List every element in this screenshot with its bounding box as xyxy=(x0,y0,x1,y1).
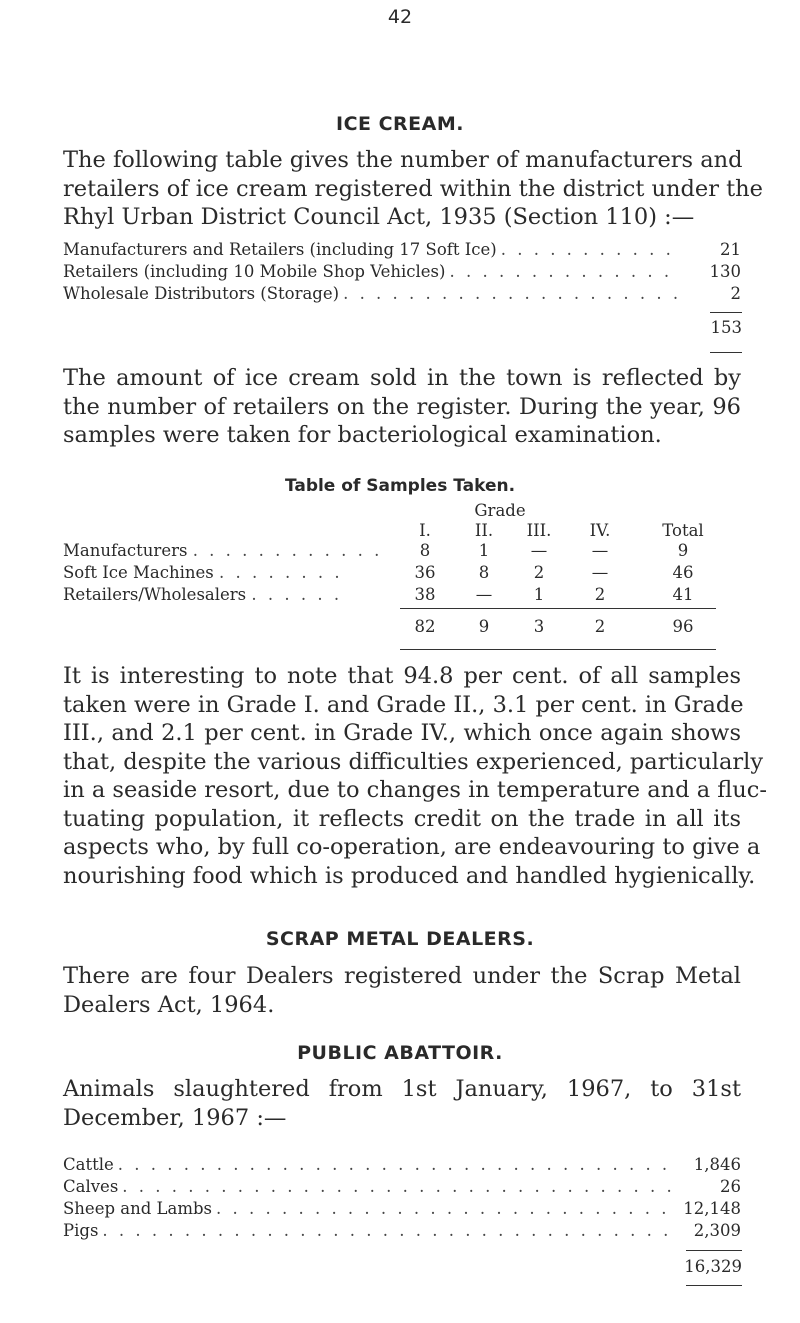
row-label: Soft Ice Machines xyxy=(63,563,214,582)
text-line: tuating population, it reflects credit on the trade in all its xyxy=(63,805,741,832)
leader-dots xyxy=(343,284,677,303)
registration-total: 153 xyxy=(710,318,742,337)
animal-label: Calves xyxy=(63,1177,119,1196)
text-line: III., and 2.1 per cent. in Grade IV., which once again shows xyxy=(63,720,741,746)
table-cell: — xyxy=(475,585,493,604)
animal-label: Sheep and Lambs xyxy=(63,1199,213,1218)
text-line: December, 1967 :— xyxy=(63,1104,287,1131)
leader-dots xyxy=(122,1177,677,1196)
leader-dots: . . . . . . . . xyxy=(218,563,343,582)
animal-count: 2,309 xyxy=(693,1221,741,1240)
registration-value: 21 xyxy=(720,240,741,259)
column-header: I. xyxy=(419,521,431,540)
text-line: nourishing food which is produced and handled hygienically. xyxy=(63,862,756,889)
table-cell: 41 xyxy=(672,585,694,604)
table-cell: 38 xyxy=(414,585,436,604)
registration-rule xyxy=(710,312,742,313)
text-line: Animals slaughtered from 1st January, 1967, to 31st xyxy=(63,1076,741,1102)
registration-label: Wholesale Distributors (Storage) xyxy=(63,284,340,303)
scrap-metal-heading: SCRAP METAL DEALERS. xyxy=(265,928,535,950)
table-cell: — xyxy=(591,563,609,582)
text-line: aspects who, by full co-operation, are endeavouring to give a xyxy=(63,834,761,860)
text-line: Dealers Act, 1964. xyxy=(63,991,275,1018)
row-label: Manufacturers xyxy=(63,541,188,560)
text-line: the number of retailers on the register. During the year, 96 xyxy=(63,393,741,420)
abattoir-heading: PUBLIC ABATTOIR. xyxy=(297,1042,503,1064)
ice-cream-intro xyxy=(63,146,763,232)
text-line: The amount of ice cream sold in the town is reflected by xyxy=(63,365,741,391)
registration-value: 130 xyxy=(709,262,741,281)
leader-dots xyxy=(216,1199,677,1218)
text-line: in a seaside resort, due to changes in temperature and a fluc- xyxy=(63,777,767,803)
table-total-cell: 3 xyxy=(533,617,545,636)
table-cell: — xyxy=(591,541,609,560)
row-label: Retailers/Wholesalers xyxy=(63,585,247,604)
abattoir-row xyxy=(63,1199,741,1221)
registration-row xyxy=(63,284,741,306)
registration-row xyxy=(63,240,741,262)
animal-count: 26 xyxy=(720,1177,741,1196)
abattoir-row xyxy=(63,1221,741,1243)
grade-header: Grade xyxy=(474,501,526,520)
abattoir-row xyxy=(63,1177,741,1199)
table-rule xyxy=(400,649,716,650)
scrap-metal-text xyxy=(63,962,741,1019)
column-header: III. xyxy=(526,521,552,540)
registration-row xyxy=(63,262,741,284)
table-cell: 8 xyxy=(419,541,431,560)
text-line: that, despite the various difficulties experienced, particularly xyxy=(63,748,764,775)
column-header: II. xyxy=(474,521,494,540)
abattoir-row xyxy=(63,1155,741,1177)
text-line: The following table gives the number of manufacturers and xyxy=(63,147,743,173)
table-cell: 2 xyxy=(594,585,606,604)
table-total-cell: 9 xyxy=(478,617,490,636)
abattoir-rule xyxy=(686,1285,742,1286)
leader-dots: . . . . . . . . . . . . xyxy=(192,541,383,560)
leader-dots: . . . . . . xyxy=(251,585,343,604)
abattoir-text xyxy=(63,1075,741,1132)
text-line: It is interesting to note that 94.8 per cent. of all samples xyxy=(63,663,741,689)
ice-cream-sales-text xyxy=(63,364,741,450)
ice-cream-analysis-text xyxy=(63,662,767,890)
text-line: Rhyl Urban District Council Act, 1935 (Section 110) :— xyxy=(63,204,695,230)
table-total-cell: 96 xyxy=(672,617,694,636)
table-cell: — xyxy=(530,541,548,560)
animal-label: Cattle xyxy=(63,1155,114,1174)
leader-dots xyxy=(449,262,677,281)
table-cell: 8 xyxy=(478,563,490,582)
leader-dots xyxy=(501,240,677,259)
leader-dots xyxy=(118,1155,677,1174)
text-line: retailers of ice cream registered within the district under the xyxy=(63,175,763,202)
column-header: IV. xyxy=(589,521,611,540)
table-cell: 2 xyxy=(533,563,545,582)
abattoir-rule xyxy=(686,1250,742,1251)
table-total-cell: 2 xyxy=(594,617,606,636)
table-cell: 1 xyxy=(533,585,545,604)
animal-label: Pigs xyxy=(63,1221,99,1240)
table-total-cell: 82 xyxy=(414,617,436,636)
ice-cream-heading: ICE CREAM. xyxy=(336,113,464,135)
animal-count: 1,846 xyxy=(693,1155,741,1174)
column-header: Total xyxy=(662,521,704,540)
animal-count: 12,148 xyxy=(683,1199,741,1218)
registration-label: Manufacturers and Retailers (including 17 Soft Ice) xyxy=(63,240,497,259)
table-cell: 36 xyxy=(414,563,436,582)
leader-dots xyxy=(102,1221,677,1240)
registration-label: Retailers (including 10 Mobile Shop Vehicles) xyxy=(63,262,446,281)
registration-rule xyxy=(710,352,742,353)
registration-value: 2 xyxy=(730,284,741,303)
table-cell: 9 xyxy=(677,541,689,560)
text-line: There are four Dealers registered under the Scrap Metal xyxy=(63,963,741,989)
text-line: samples were taken for bacteriological examination. xyxy=(63,422,662,448)
page-number: 42 xyxy=(387,6,413,28)
abattoir-total: 16,329 xyxy=(684,1257,742,1276)
table-rule xyxy=(400,608,716,609)
table-cell: 46 xyxy=(672,563,694,582)
text-line: taken were in Grade I. and Grade II., 3.1 per cent. in Grade xyxy=(63,691,744,718)
table-cell: 1 xyxy=(478,541,490,560)
samples-table-title: Table of Samples Taken. xyxy=(284,476,516,496)
